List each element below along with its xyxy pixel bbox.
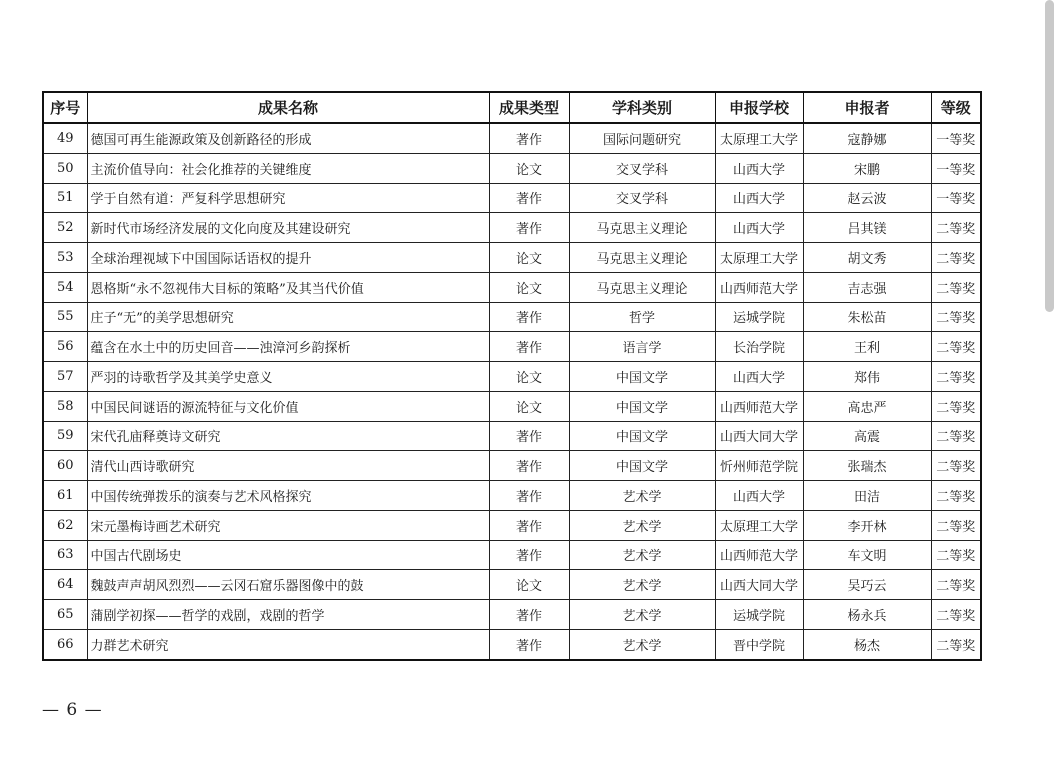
table-row (43, 600, 981, 630)
cell-discipline: 艺术学 (569, 540, 715, 570)
cell-grade: 二等奖 (931, 570, 981, 600)
cell-title: 庄子“无”的美学思想研究 (87, 302, 489, 332)
cell-applicant: 王利 (803, 332, 931, 362)
cell-type: 论文 (489, 243, 569, 273)
table-row (43, 481, 981, 511)
cell-serial: 60 (43, 451, 87, 481)
table-row (43, 153, 981, 183)
cell-title: 学于自然有道：严复科学思想研究 (87, 183, 489, 213)
cell-school: 山西大学 (715, 183, 803, 213)
cell-title: 中国传统弹拨乐的演奏与艺术风格探究 (87, 481, 489, 511)
cell-type: 论文 (489, 391, 569, 421)
cell-discipline: 中国文学 (569, 451, 715, 481)
table-row (43, 421, 981, 451)
cell-grade: 二等奖 (931, 481, 981, 511)
table-row (43, 510, 981, 540)
cell-grade: 二等奖 (931, 332, 981, 362)
cell-applicant: 胡文秀 (803, 243, 931, 273)
cell-school: 忻州师范学院 (715, 451, 803, 481)
cell-applicant: 吴巧云 (803, 570, 931, 600)
cell-applicant: 朱松苗 (803, 302, 931, 332)
table-row (43, 451, 981, 481)
cell-school: 长治学院 (715, 332, 803, 362)
cell-school: 太原理工大学 (715, 510, 803, 540)
cell-school: 山西大学 (715, 481, 803, 511)
cell-applicant: 田洁 (803, 481, 931, 511)
cell-applicant: 杨永兵 (803, 600, 931, 630)
table-row (43, 272, 981, 302)
cell-serial: 57 (43, 362, 87, 392)
cell-title: 蒲剧学初探——哲学的戏剧，戏剧的哲学 (87, 600, 489, 630)
table-body (43, 123, 981, 660)
page-number: — 6 — (42, 700, 103, 720)
table-row (43, 332, 981, 362)
cell-type: 论文 (489, 570, 569, 600)
cell-school: 山西师范大学 (715, 540, 803, 570)
cell-type: 著作 (489, 451, 569, 481)
cell-discipline: 马克思主义理论 (569, 272, 715, 302)
cell-grade: 一等奖 (931, 153, 981, 183)
cell-grade: 二等奖 (931, 272, 981, 302)
cell-applicant: 赵云波 (803, 183, 931, 213)
cell-applicant: 寇静娜 (803, 123, 931, 153)
cell-discipline: 国际问题研究 (569, 123, 715, 153)
cell-type: 论文 (489, 153, 569, 183)
table-header-row (43, 92, 981, 123)
cell-title: 主流价值导向：社会化推荐的关键维度 (87, 153, 489, 183)
cell-title: 宋代孔庙释奠诗文研究 (87, 421, 489, 451)
table-row (43, 570, 981, 600)
cell-title: 全球治理视域下中国国际话语权的提升 (87, 243, 489, 273)
table-row (43, 362, 981, 392)
table-row (43, 629, 981, 659)
table-row (43, 183, 981, 213)
cell-type: 著作 (489, 123, 569, 153)
cell-grade: 二等奖 (931, 302, 981, 332)
header-type: 成果类型 (489, 92, 569, 123)
cell-school: 运城学院 (715, 302, 803, 332)
cell-school: 山西师范大学 (715, 391, 803, 421)
cell-grade: 一等奖 (931, 183, 981, 213)
header-school: 申报学校 (715, 92, 803, 123)
cell-discipline: 交叉学科 (569, 153, 715, 183)
cell-applicant: 张瑞杰 (803, 451, 931, 481)
cell-title: 宋元墨梅诗画艺术研究 (87, 510, 489, 540)
cell-type: 论文 (489, 362, 569, 392)
cell-discipline: 语言学 (569, 332, 715, 362)
cell-school: 山西大同大学 (715, 421, 803, 451)
cell-school: 山西大学 (715, 153, 803, 183)
cell-grade: 二等奖 (931, 391, 981, 421)
cell-title: 中国民间谜语的源流特征与文化价值 (87, 391, 489, 421)
cell-school: 太原理工大学 (715, 243, 803, 273)
cell-discipline: 艺术学 (569, 481, 715, 511)
cell-serial: 63 (43, 540, 87, 570)
cell-serial: 50 (43, 153, 87, 183)
table-row (43, 243, 981, 273)
cell-title: 德国可再生能源政策及创新路径的形成 (87, 123, 489, 153)
cell-type: 著作 (489, 540, 569, 570)
cell-title: 新时代市场经济发展的文化向度及其建设研究 (87, 213, 489, 243)
table-row (43, 302, 981, 332)
cell-serial: 51 (43, 183, 87, 213)
cell-grade: 二等奖 (931, 629, 981, 659)
cell-discipline: 哲学 (569, 302, 715, 332)
cell-school: 运城学院 (715, 600, 803, 630)
header-title: 成果名称 (87, 92, 489, 123)
header-discipline: 学科类别 (569, 92, 715, 123)
cell-school: 晋中学院 (715, 629, 803, 659)
cell-serial: 56 (43, 332, 87, 362)
header-grade: 等级 (931, 92, 981, 123)
cell-applicant: 吕其镁 (803, 213, 931, 243)
cell-type: 论文 (489, 272, 569, 302)
cell-applicant: 车文明 (803, 540, 931, 570)
cell-applicant: 吉志强 (803, 272, 931, 302)
cell-discipline: 马克思主义理论 (569, 243, 715, 273)
cell-grade: 二等奖 (931, 600, 981, 630)
cell-type: 著作 (489, 600, 569, 630)
cell-grade: 二等奖 (931, 451, 981, 481)
cell-serial: 54 (43, 272, 87, 302)
cell-type: 著作 (489, 629, 569, 659)
cell-discipline: 艺术学 (569, 570, 715, 600)
scrollbar-thumb[interactable] (1045, 0, 1054, 312)
cell-grade: 二等奖 (931, 421, 981, 451)
cell-serial: 58 (43, 391, 87, 421)
cell-type: 著作 (489, 183, 569, 213)
cell-discipline: 艺术学 (569, 600, 715, 630)
cell-type: 著作 (489, 332, 569, 362)
cell-grade: 二等奖 (931, 540, 981, 570)
cell-discipline: 中国文学 (569, 362, 715, 392)
awards-table (42, 91, 982, 661)
cell-discipline: 中国文学 (569, 391, 715, 421)
cell-applicant: 李开林 (803, 510, 931, 540)
cell-title: 魏鼓声声胡风烈烈——云冈石窟乐器图像中的鼓 (87, 570, 489, 600)
cell-school: 山西大同大学 (715, 570, 803, 600)
cell-school: 太原理工大学 (715, 123, 803, 153)
cell-serial: 52 (43, 213, 87, 243)
cell-type: 著作 (489, 510, 569, 540)
cell-serial: 64 (43, 570, 87, 600)
cell-title: 恩格斯“永不忽视伟大目标的策略”及其当代价值 (87, 272, 489, 302)
cell-grade: 二等奖 (931, 213, 981, 243)
cell-applicant: 杨杰 (803, 629, 931, 659)
table-row (43, 123, 981, 153)
cell-type: 著作 (489, 421, 569, 451)
cell-serial: 65 (43, 600, 87, 630)
cell-title: 力群艺术研究 (87, 629, 489, 659)
cell-school: 山西大学 (715, 213, 803, 243)
table-row (43, 540, 981, 570)
cell-applicant: 宋鹏 (803, 153, 931, 183)
cell-serial: 66 (43, 629, 87, 659)
cell-serial: 53 (43, 243, 87, 273)
cell-discipline: 艺术学 (569, 629, 715, 659)
cell-serial: 61 (43, 481, 87, 511)
cell-discipline: 交叉学科 (569, 183, 715, 213)
cell-grade: 一等奖 (931, 123, 981, 153)
cell-discipline: 马克思主义理论 (569, 213, 715, 243)
cell-title: 严羽的诗歌哲学及其美学史意义 (87, 362, 489, 392)
cell-serial: 49 (43, 123, 87, 153)
cell-serial: 59 (43, 421, 87, 451)
table-row (43, 391, 981, 421)
cell-title: 中国古代剧场史 (87, 540, 489, 570)
cell-applicant: 高忠严 (803, 391, 931, 421)
cell-serial: 55 (43, 302, 87, 332)
header-applicant: 申报者 (803, 92, 931, 123)
table-row (43, 213, 981, 243)
cell-type: 著作 (489, 302, 569, 332)
cell-grade: 二等奖 (931, 243, 981, 273)
cell-school: 山西师范大学 (715, 272, 803, 302)
cell-type: 著作 (489, 213, 569, 243)
cell-school: 山西大学 (715, 362, 803, 392)
cell-discipline: 艺术学 (569, 510, 715, 540)
cell-title: 蕴含在水土中的历史回音——浊漳河乡韵探析 (87, 332, 489, 362)
cell-type: 著作 (489, 481, 569, 511)
cell-title: 清代山西诗歌研究 (87, 451, 489, 481)
cell-discipline: 中国文学 (569, 421, 715, 451)
cell-applicant: 郑伟 (803, 362, 931, 392)
header-serial: 序号 (43, 92, 87, 123)
cell-grade: 二等奖 (931, 510, 981, 540)
cell-grade: 二等奖 (931, 362, 981, 392)
cell-applicant: 高震 (803, 421, 931, 451)
cell-serial: 62 (43, 510, 87, 540)
